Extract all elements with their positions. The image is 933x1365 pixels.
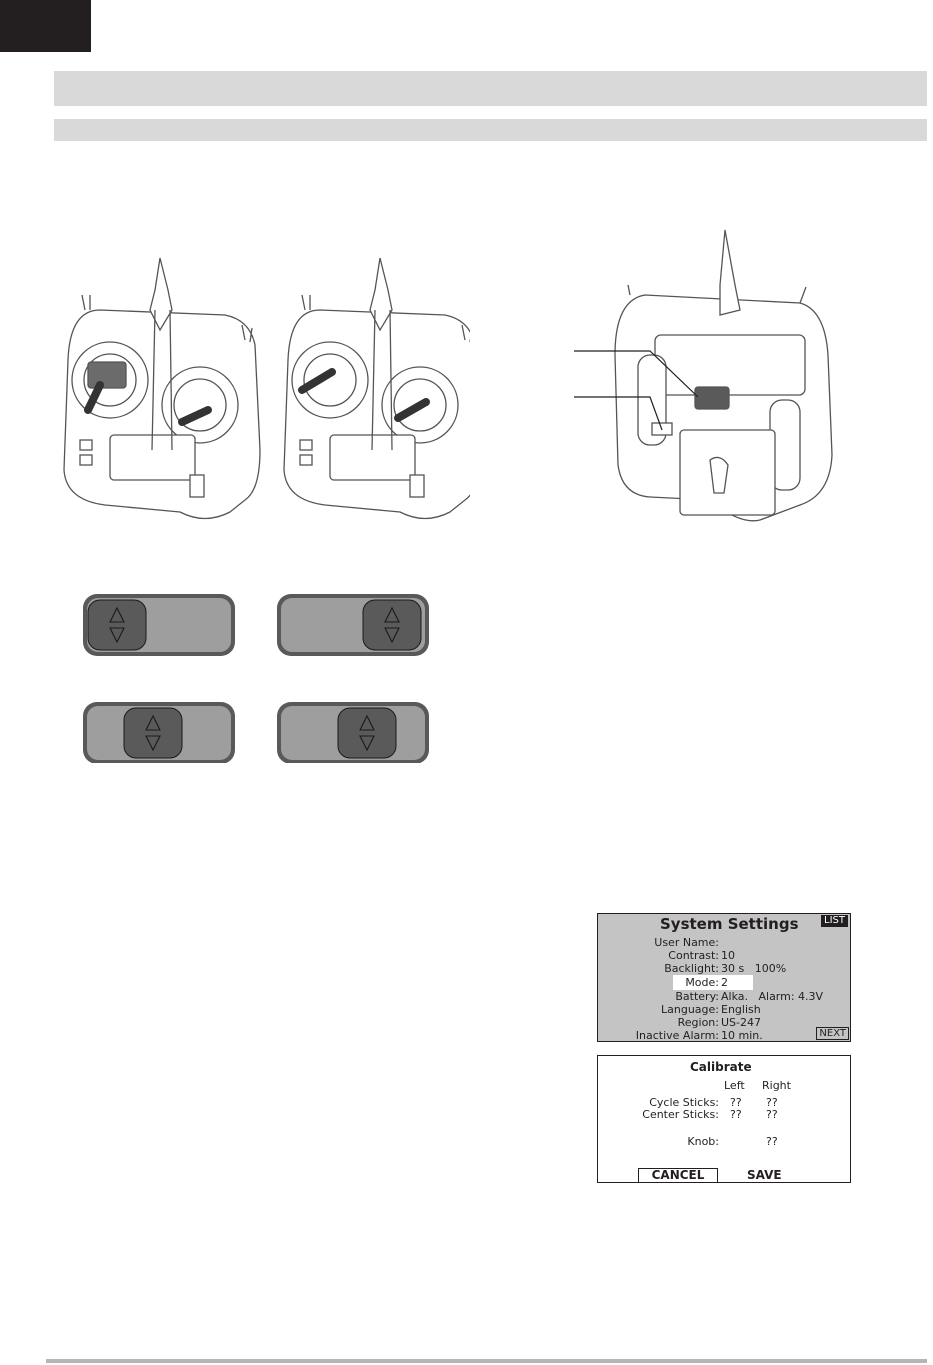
row-value-backlight: 30 s 100% — [721, 962, 787, 975]
transmitter-front-left — [64, 258, 260, 519]
column-header-left: Left — [724, 1079, 745, 1092]
row-value-language: English — [721, 1003, 761, 1016]
row-value-inactive-alarm: 10 min. — [721, 1029, 763, 1042]
row-label-backlight: Backlight: — [664, 962, 719, 975]
system-settings-screen — [597, 913, 851, 1042]
row-label-user-name: User Name: — [654, 936, 719, 949]
row-label-region: Region: — [677, 1016, 719, 1029]
switch-top-left — [83, 594, 235, 656]
row-label-cycle-sticks: Cycle Sticks: — [649, 1096, 719, 1109]
column-header-right: Right — [762, 1079, 791, 1092]
mode-switch-illustrations — [82, 593, 432, 763]
switch-bottom-left — [83, 702, 235, 763]
row-value-mode: 2 — [721, 976, 728, 989]
save-button[interactable]: SAVE — [747, 1168, 782, 1182]
next-tag: NEXT — [816, 1027, 849, 1040]
row-left-cycle-sticks: ?? — [730, 1096, 742, 1109]
transmitter-front-right — [284, 258, 470, 519]
transmitter-back-illustration — [570, 225, 840, 545]
row-left-center-sticks: ?? — [730, 1108, 742, 1121]
screen-title: System Settings — [660, 915, 799, 933]
row-label-knob: Knob: — [687, 1135, 719, 1148]
cancel-button[interactable]: CANCEL — [638, 1168, 718, 1183]
screen-title: Calibrate — [690, 1060, 752, 1074]
calibrate-screen — [597, 1055, 851, 1183]
row-label-mode: Mode: — [685, 976, 719, 989]
row-value-region: US-247 — [721, 1016, 761, 1029]
row-value-contrast: 10 — [721, 949, 735, 962]
section-header-bar — [54, 71, 927, 106]
row-right-cycle-sticks: ?? — [766, 1096, 778, 1109]
row-label-battery: Battery: — [675, 990, 719, 1003]
footer-rule — [46, 1359, 927, 1363]
row-label-contrast: Contrast: — [668, 949, 719, 962]
row-value-battery: Alka. Alarm: 4.3V — [721, 990, 824, 1003]
list-tag: LIST — [821, 915, 848, 927]
switch-bottom-right — [277, 702, 429, 763]
row-label-center-sticks: Center Sticks: — [642, 1108, 719, 1121]
row-right-knob: ?? — [766, 1135, 778, 1148]
page-corner-tab — [0, 0, 91, 52]
switch-top-right — [277, 594, 429, 656]
subsection-header-bar — [54, 119, 927, 141]
row-right-center-sticks: ?? — [766, 1108, 778, 1121]
row-label-inactive-alarm: Inactive Alarm: — [635, 1029, 719, 1042]
transmitter-front-illustrations — [60, 250, 470, 540]
row-label-language: Language: — [661, 1003, 719, 1016]
